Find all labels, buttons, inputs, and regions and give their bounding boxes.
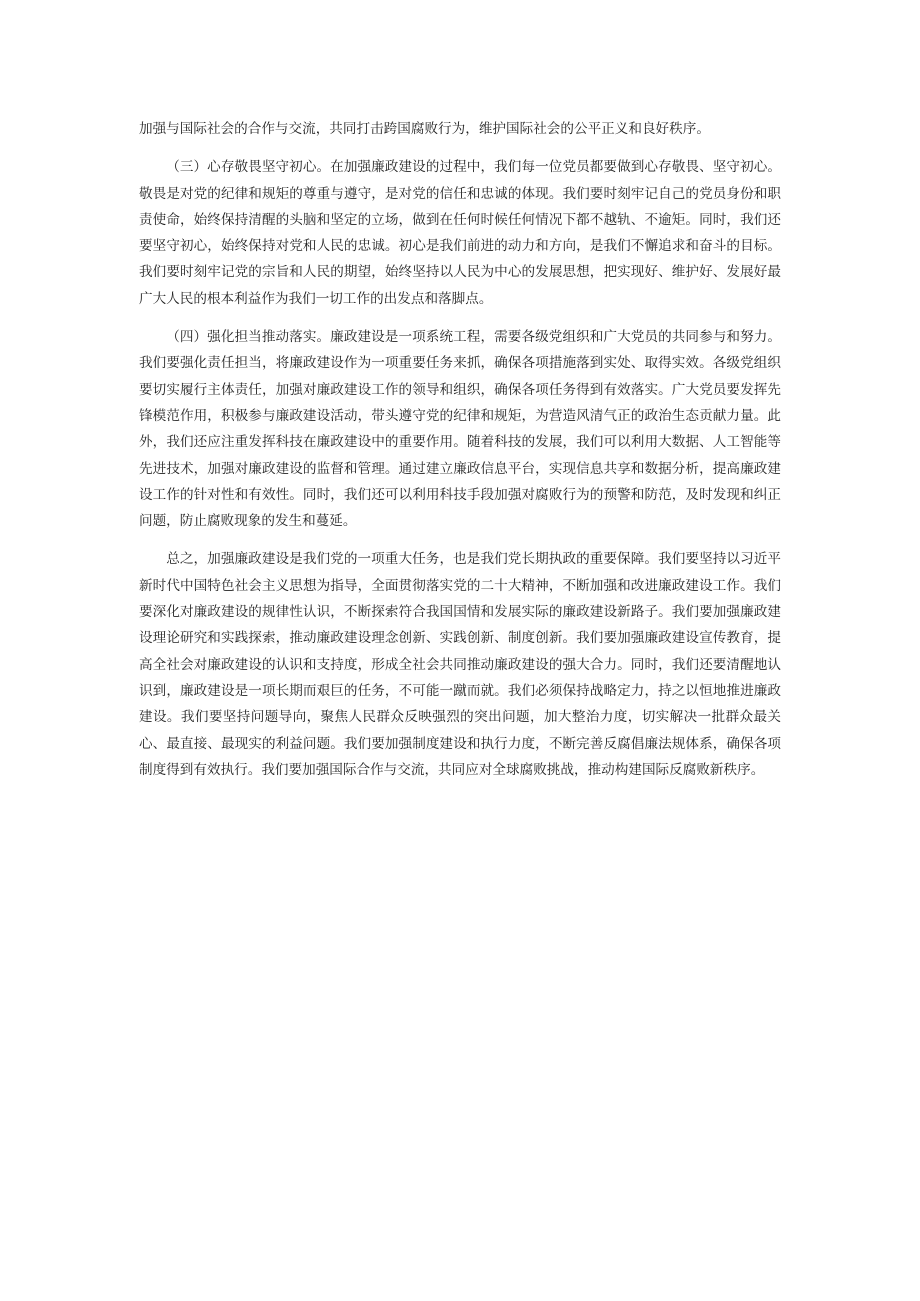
paragraph-section-three: （三）心存敬畏坚守初心。在加强廉政建设的过程中，我们每一位党员都要做到心存敬畏、坚守初心。敬畏是对党的纪律和规矩的尊重与遵守，是对党的信任和忠诚的体现。我们要时刻牢记自己的党员身份和职责使命，始终保持清醒的头脑和坚定的立场，做到在任何时候任何情况下都不越轨、不逾矩。同时，我们还要坚守初心，始终保持对党和人民的忠诚。初心是我们前进的动力和方向，是我们不懈追求和奋斗的目标。我们要时刻牢记党的宗旨和人民的期望，始终坚持以人民为中心的发展思想，把实现好、维护好、发展好最广大人民的根本利益作为我们一切工作的出发点和落脚点。 [139, 159, 781, 307]
paragraph-section-four: （四）强化担当推动落实。廉政建设是一项系统工程，需要各级党组织和广大党员的共同参与和努力。我们要强化责任担当，将廉政建设作为一项重要任务来抓，确保各项措施落到实处、取得实效。各级党组织要切实履行主体责任，加强对廉政建设工作的领导和组织，确保各项任务得到有效落实。广大党员要发挥先锋模范作用，积极参与廉政建设活动，带头遵守党的纪律和规矩，为营造风清气正的政治生态贡献力量。此外，我们还应注重发挥科技在廉政建设中的重要作用。随着科技的发展，我们可以利用大数据、人工智能等先进技术，加强对廉政建设的监督和管理。通过建立廉政信息平台，实现信息共享和数据分析，提高廉政建设工作的针对性和有效性。同时，我们还可以利用科技手段加强对腐败行为的预警和防范，及时发现和纠正问题，防止腐败现象的发生和蔓延。 [139, 329, 781, 530]
paragraph-conclusion: 总之，加强廉政建设是我们党的一项重大任务，也是我们党长期执政的重要保障。我们要坚持以习近平新时代中国特色社会主义思想为指导，全面贯彻落实党的二十大精神，不断加强和改进廉政建设工作。我们要深化对廉政建设的规律性认识，不断探索符合我国国情和发展实际的廉政建设新路子。我们要加强廉政建设理论研究和实践探索，推动廉政建设理念创新、实践创新、制度创新。我们要加强廉政建设宣传教育，提高全社会对廉政建设的认识和支持度，形成全社会共同推动廉政建设的强大合力。同时，我们还要清醒地认识到，廉政建设是一项长期而艰巨的任务，不可能一蹴而就。我们必须保持战略定力，持之以恒地推进廉政建设。我们要坚持问题导向，聚焦人民群众反映强烈的突出问题，加大整治力度，切实解决一批群众最关心、最直接、最现实的利益问题。我们要加强制度建设和执行力度，不断完善反腐倡廉法规体系，确保各项制度得到有效执行。我们要加强国际合作与交流，共同应对全球腐败挑战，推动构建国际反腐败新秩序。 [139, 551, 781, 778]
paragraph-continuation: 加强与国际社会的合作与交流，共同打击跨国腐败行为，维护国际社会的公平正义和良好秩序。 [139, 121, 710, 137]
document-body [139, 116, 781, 795]
